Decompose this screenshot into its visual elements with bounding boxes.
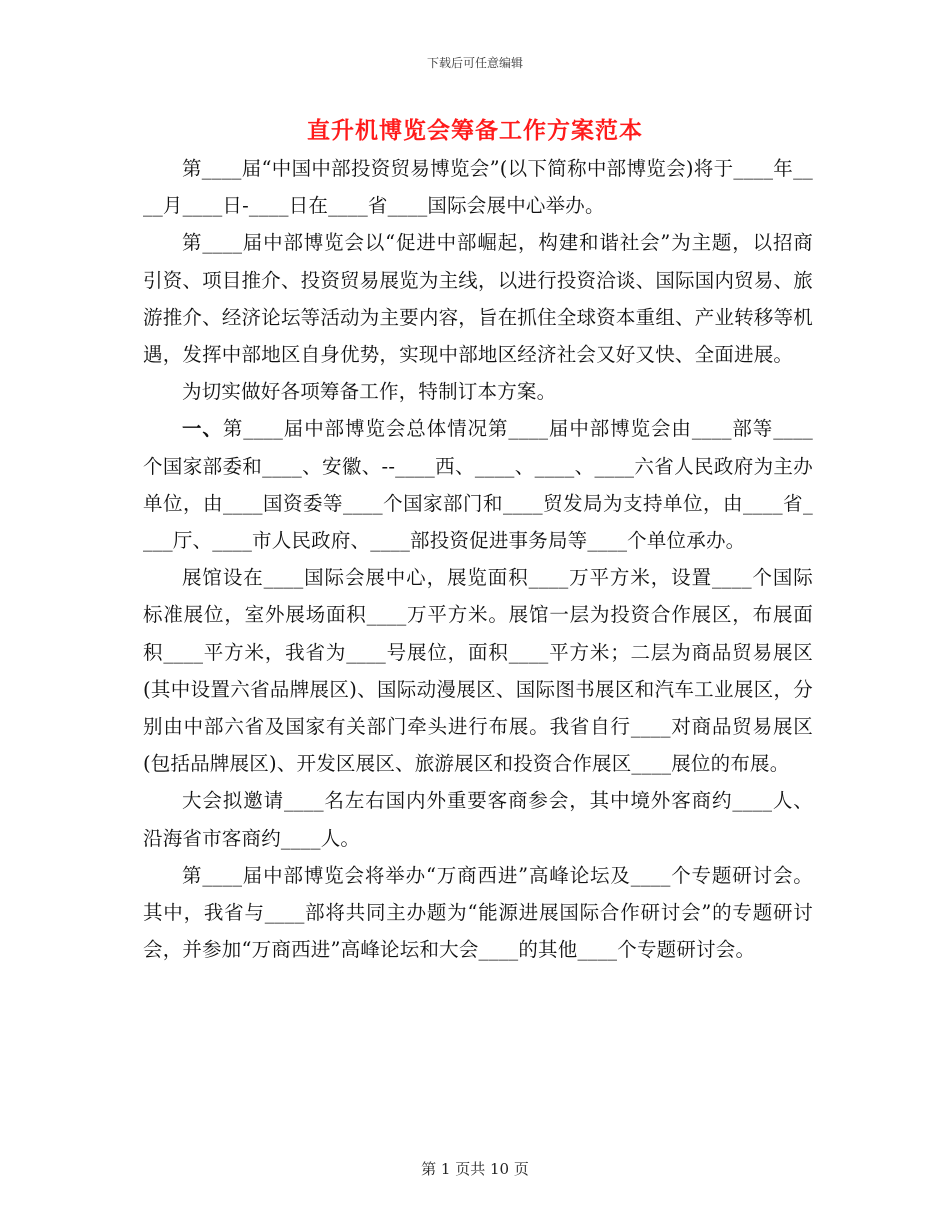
paragraph: 第____届中部博览会将举办“万商西进”高峰论坛及____个专题研讨会。其中，我省与____部将共同主办题为“能源进展国际合作研讨会”的专题研讨会，并参加“万商西进”高峰论坛和大会____的其他____个专题研讨会。 (143, 863, 813, 962)
document-body (143, 150, 813, 968)
paragraph: 为切实做好各项筹备工作，特制订本方案。 (182, 380, 557, 404)
paragraph: 大会拟邀请____名左右国内外重要客商参会，其中境外客商约____人、沿海省市客商约____人。 (143, 789, 813, 850)
section-paragraph (143, 410, 813, 559)
page-header-note: 下载后可任意编辑 (426, 56, 523, 70)
page-number: 第 1 页共 10 页 (421, 1160, 529, 1178)
section-number: 一、 (182, 417, 223, 441)
paragraph: 第____届中部博览会以“促进中部崛起，构建和谐社会”为主题，以招商引资、项目推介、投资贸易展览为主线，以进行投资洽谈、国际国内贸易、旅游推介、经济论坛等活动为主要内容，旨在抓住全球资本重组、产业转移等机遇，发挥中部地区自身优势，实现中部地区经济社会又好又快、全面进展。 (143, 231, 813, 367)
document-title: 直升机博览会筹备工作方案范本 (307, 117, 643, 144)
paragraph: 展馆设在____国际会展中心，展览面积____万平方米，设置____个国际标准展位，室外展场面积____万平方米。展馆一层为投资合作展区，布展面积____平方米，我省为____号展位，面积____平方米；二层为商品贸易展区(其中设置六省品牌展区)、国际动漫展区、国际图书展区和汽车工业展区，分别由中部六省及国家有关部门牵头进行布展。我省自行____对商品贸易展区(包括品牌展区)、开发区展区、旅游展区和投资合作展区____展位的布展。 (143, 566, 813, 776)
paragraph: 第____届“中国中部投资贸易博览会”(以下简称中部博览会)将于____年____月____日-____日在____省____国际会展中心举办。 (143, 157, 813, 218)
section-text: 第____届中部博览会总体情况第____届中部博览会由____部等____个国家部委和____、安徽、--____西、____、____、____六省人民政府为主办单位，由____国资委等____个国家部门和____贸发局为支持单位，由____省____厅、____市人民政府、____部投资促进事务局等____个单位承办。 (143, 417, 813, 553)
